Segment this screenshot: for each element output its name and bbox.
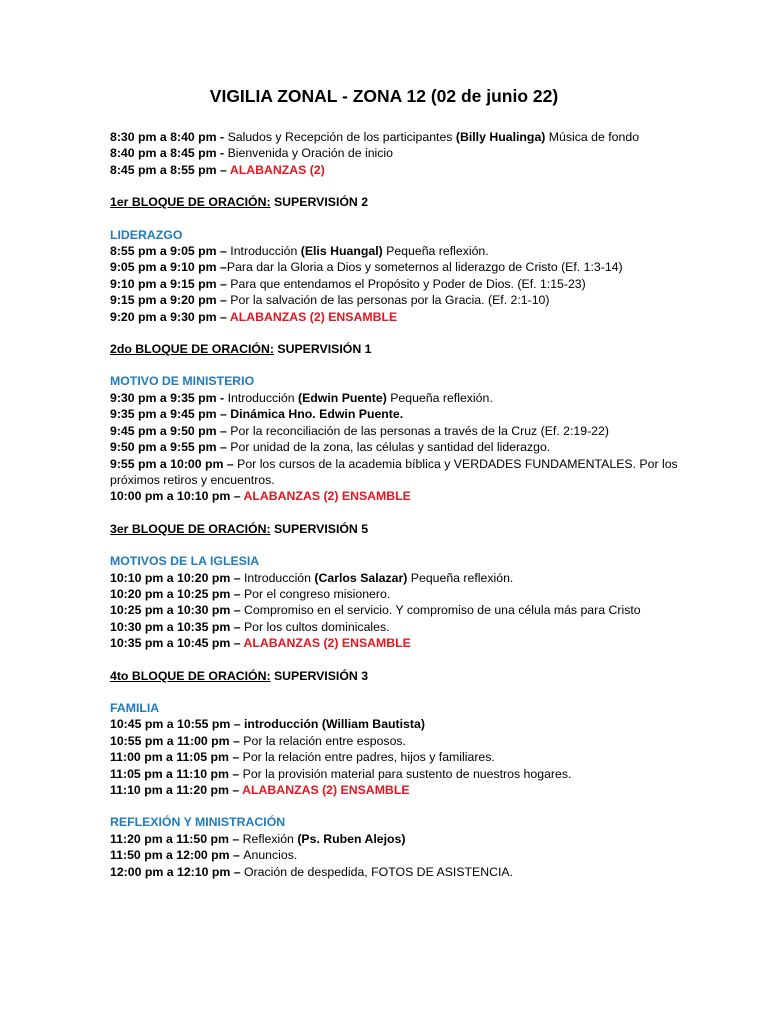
schedule-line xyxy=(110,309,708,325)
time-range: 9:45 pm a 9:50 pm – xyxy=(110,423,231,438)
worship-label: ALABANZAS (2) ENSAMBLE xyxy=(243,636,411,651)
activity-text: Por la provisión material para sustento de nuestros hogares. xyxy=(242,766,572,781)
schedule-line xyxy=(110,570,708,586)
schedule-line xyxy=(110,390,708,406)
schedule-line xyxy=(110,129,708,145)
section-title: MOTIVO DE MINISTERIO xyxy=(110,374,255,389)
time-range: 9:55 pm a 10:00 pm – xyxy=(110,456,238,471)
activity-note: Pequeña reflexión. xyxy=(382,244,489,259)
activity-text: Reflexión xyxy=(242,831,298,846)
activity-text: Oración de despedida, FOTOS DE ASISTENCIA. xyxy=(243,864,514,879)
time-range: 8:30 pm a 8:40 pm - xyxy=(110,130,228,144)
block-title: 4to BLOQUE DE ORACIÓN: xyxy=(110,668,271,683)
activity-highlight: (Carlos Salazar) xyxy=(314,570,408,585)
worship-label: ALABANZAS (2) ENSAMBLE xyxy=(242,783,410,797)
schedule-line xyxy=(110,276,708,292)
schedule-line xyxy=(110,635,708,651)
intro-block xyxy=(110,129,708,178)
activity-text: Por el congreso misionero. xyxy=(243,586,391,601)
schedule-line xyxy=(110,439,708,455)
schedule-line xyxy=(110,488,708,504)
block-title: 1er BLOQUE DE ORACIÓN: xyxy=(110,195,271,210)
prayer-section xyxy=(110,700,708,798)
activity-note: Música de fondo xyxy=(545,130,640,144)
block-supervision: SUPERVISIÓN 5 xyxy=(270,521,369,536)
section-title: FAMILIA xyxy=(110,700,160,715)
schedule-line xyxy=(110,766,708,782)
prayer-block-header xyxy=(110,194,708,210)
time-range: 11:00 pm a 11:05 pm – xyxy=(110,750,243,765)
activity-text: Por los cursos de la academia bíblica y VERDADES FUNDAMENTALES. Por los próximos retiros y encuentros. xyxy=(110,456,678,487)
activity-text: Por la relación entre esposos. xyxy=(243,733,406,748)
prayer-block-header xyxy=(110,341,708,357)
time-range: 8:45 pm a 8:55 pm – xyxy=(110,162,230,177)
worship-label: ALABANZAS (2) ENSAMBLE xyxy=(229,309,398,324)
activity-text: Para dar la Gloria a Dios y someternos al liderazgo de Cristo (Ef. 1:3-14) xyxy=(226,260,623,275)
document-title: VIGILIA ZONAL - ZONA 12 (02 de junio 22) xyxy=(209,86,559,106)
time-range: 10:35 pm a 10:45 pm – xyxy=(110,636,244,651)
schedule-line xyxy=(110,243,708,259)
section-title: MOTIVOS DE LA IGLESIA xyxy=(110,554,260,569)
time-range: 12:00 pm a 12:10 pm – xyxy=(110,864,244,879)
time-range: 11:05 pm a 11:10 pm – xyxy=(110,766,243,781)
prayer-section xyxy=(110,373,708,504)
time-range: 11:20 pm a 11:50 pm – xyxy=(110,831,243,846)
activity-text: Anuncios. xyxy=(243,848,298,863)
activity-highlight: introducción (William Bautista) xyxy=(243,717,425,732)
time-range: 11:50 pm a 12:00 pm – xyxy=(110,848,244,863)
schedule-line xyxy=(110,586,708,602)
time-range: 9:10 pm a 9:15 pm – xyxy=(110,276,231,291)
document-content xyxy=(110,129,708,880)
activity-text: Compromiso en el servicio. Y compromiso de una célula más para Cristo xyxy=(243,603,641,618)
time-range: 9:50 pm a 9:55 pm – xyxy=(110,440,231,455)
block-supervision: SUPERVISIÓN 2 xyxy=(270,195,369,210)
prayer-section xyxy=(110,553,708,651)
schedule-line xyxy=(110,406,708,422)
schedule-line xyxy=(110,619,708,635)
activity-text: Introducción xyxy=(243,570,315,585)
schedule-line xyxy=(110,456,708,489)
schedule-line xyxy=(110,162,708,178)
time-range: 9:15 pm a 9:20 pm – xyxy=(110,293,231,308)
schedule-line xyxy=(110,423,708,439)
time-range: 9:20 pm a 9:30 pm – xyxy=(110,309,230,324)
schedule-line xyxy=(110,259,708,275)
schedule-line xyxy=(110,749,708,765)
time-range: 10:25 pm a 10:30 pm – xyxy=(110,603,244,618)
time-range: 8:55 pm a 9:05 pm – xyxy=(110,244,231,259)
time-range: 11:10 pm a 11:20 pm – xyxy=(110,783,243,797)
activity-text: Por unidad de la zona, las células y santidad del liderazgo. xyxy=(230,440,551,455)
prayer-section xyxy=(110,814,708,880)
activity-text: Saludos y Recepción de los participantes xyxy=(227,130,456,144)
time-range: 10:10 pm a 10:20 pm – xyxy=(110,570,244,585)
activity-highlight: (Billy Hualinga) xyxy=(455,130,546,144)
schedule-line xyxy=(110,733,708,749)
activity-highlight: Dinámica Hno. Edwin Puente. xyxy=(230,407,404,422)
activity-note: Pequeña reflexión. xyxy=(407,570,514,585)
activity-highlight: (Edwin Puente) xyxy=(297,390,387,405)
time-range: 10:45 pm a 10:55 pm – xyxy=(110,717,244,732)
worship-label: ALABANZAS (2) xyxy=(229,162,325,177)
worship-label: ALABANZAS (2) ENSAMBLE xyxy=(243,489,411,504)
activity-highlight: (Elis Huangal) xyxy=(300,244,383,259)
time-range: 9:05 pm a 9:10 pm – xyxy=(110,260,227,275)
prayer-block-header xyxy=(110,521,708,537)
time-range: 10:00 pm a 10:10 pm – xyxy=(110,489,244,504)
activity-text: Introducción xyxy=(230,244,301,259)
block-supervision: SUPERVISIÓN 3 xyxy=(270,668,369,683)
schedule-line xyxy=(110,716,708,732)
activity-text: Por la reconciliación de las personas a través de la Cruz (Ef. 2:19-22) xyxy=(230,423,609,438)
section-title: LIDERAZGO xyxy=(110,227,183,242)
activity-text: Por los cultos dominicales. xyxy=(243,619,390,634)
activity-note: Pequeña reflexión. xyxy=(386,390,493,405)
schedule-line xyxy=(110,292,708,308)
activity-text: Por la salvación de las personas por la Gracia. (Ef. 2:1-10) xyxy=(230,293,550,308)
prayer-block-header xyxy=(110,668,708,684)
prayer-section xyxy=(110,227,708,325)
time-range: 8:40 pm a 8:45 pm - xyxy=(110,146,228,161)
activity-text: Para que entendamos el Propósito y Poder de Dios. (Ef. 1:15-23) xyxy=(230,276,586,291)
time-range: 10:20 pm a 10:25 pm – xyxy=(110,586,244,601)
activity-highlight: (Ps. Ruben Alejos) xyxy=(297,831,406,846)
block-title: 3er BLOQUE DE ORACIÓN: xyxy=(110,521,271,536)
time-range: 10:30 pm a 10:35 pm – xyxy=(110,619,244,634)
block-supervision: SUPERVISIÓN 1 xyxy=(273,342,372,357)
schedule-line xyxy=(110,602,708,618)
schedule-line xyxy=(110,782,708,798)
time-range: 10:55 pm a 11:00 pm – xyxy=(110,733,244,748)
schedule-line xyxy=(110,145,708,161)
time-range: 9:30 pm a 9:35 pm - xyxy=(110,390,228,405)
schedule-line xyxy=(110,847,708,863)
block-title: 2do BLOQUE DE ORACIÓN: xyxy=(110,342,274,357)
activity-text: Por la relación entre padres, hijos y familiares. xyxy=(242,750,495,765)
time-range: 9:35 pm a 9:45 pm – xyxy=(110,407,231,422)
activity-text: Bienvenida y Oración de inicio xyxy=(227,146,393,161)
section-title: REFLEXIÓN Y MINISTRACIÓN xyxy=(110,815,286,830)
schedule-line xyxy=(110,831,708,847)
schedule-line xyxy=(110,864,708,880)
activity-text: Introducción xyxy=(227,390,298,405)
